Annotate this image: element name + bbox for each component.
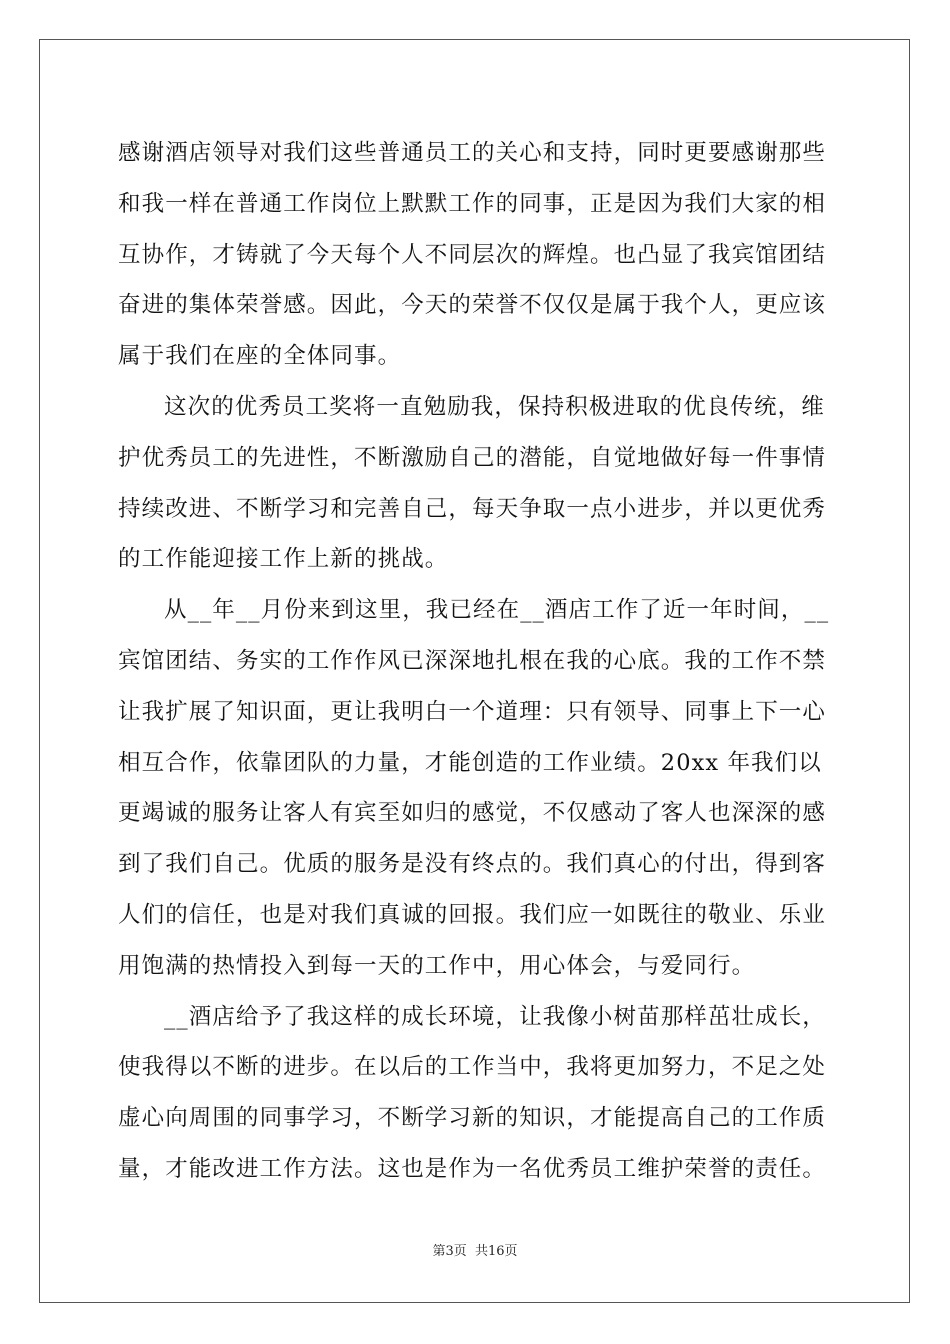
text-line: 的工作能迎接工作上新的挑战。 bbox=[118, 546, 449, 573]
text-line: 从__年__月份来到这里，我已经在__酒店工作了近一年时间，__ bbox=[164, 597, 830, 624]
text-line: 这次的优秀员工奖将一直勉励我，保持积极进取的优良传统，维 bbox=[164, 393, 825, 420]
text-line: 使我得以不断的进步。在以后的工作当中，我将更加努力，不足之处 bbox=[118, 1054, 827, 1081]
current-page-label: 第3页 bbox=[432, 1244, 467, 1259]
text-line: 护优秀员工的先进性，不断激励自己的潜能，自觉地做好每一件事情 bbox=[118, 444, 827, 471]
text-line: 和我一样在普通工作岗位上默默工作的同事，正是因为我们大家的相 bbox=[118, 190, 827, 217]
text-line: 互协作，才铸就了今天每个人不同层次的辉煌。也凸显了我宾馆团结 bbox=[118, 241, 827, 268]
text-line: __酒店给予了我这样的成长环境，让我像小树苗那样茁壮成长， bbox=[164, 1003, 826, 1030]
text-line: 到了我们自己。优质的服务是没有终点的。我们真心的付出，得到客 bbox=[118, 851, 827, 878]
text-line: 奋进的集体荣誉感。因此，今天的荣誉不仅仅是属于我个人，更应该 bbox=[118, 292, 827, 319]
document-body bbox=[118, 128, 838, 1195]
text-line: 更竭诚的服务让客人有宾至如归的感觉，不仅感动了客人也深深的感 bbox=[118, 800, 827, 827]
text-line: 让我扩展了知识面，更让我明白一个道理：只有领导、同事上下一心 bbox=[118, 698, 827, 725]
text-line: 属于我们在座的全体同事。 bbox=[118, 343, 402, 370]
text-line: 宾馆团结、务实的工作作风已深深地扎根在我的心底。我的工作不禁 bbox=[118, 647, 827, 674]
total-pages-label: 共16页 bbox=[474, 1244, 518, 1259]
text-line: 感谢酒店领导对我们这些普通员工的关心和支持，同时更要感谢那些 bbox=[118, 140, 827, 166]
text-line: 用饱满的热情投入到每一天的工作中，用心体会，与爱同行。 bbox=[118, 952, 756, 979]
page-footer bbox=[0, 1240, 950, 1259]
text-line: 持续改进、不断学习和完善自己，每天争取一点小进步，并以更优秀 bbox=[118, 495, 827, 522]
text-line: 虚心向周围的同事学习，不断学习新的知识，才能提高自己的工作质 bbox=[118, 1105, 827, 1132]
text-line: 量，才能改进工作方法。这也是作为一名优秀员工维护荣誉的责任。 bbox=[118, 1155, 827, 1182]
text-line: 人们的信任，也是对我们真诚的回报。我们应一如既往的敬业、乐业 bbox=[118, 901, 827, 928]
text-line: 相互合作，依靠团队的力量，才能创造的工作业绩。20xx 年我们以 bbox=[118, 749, 822, 776]
